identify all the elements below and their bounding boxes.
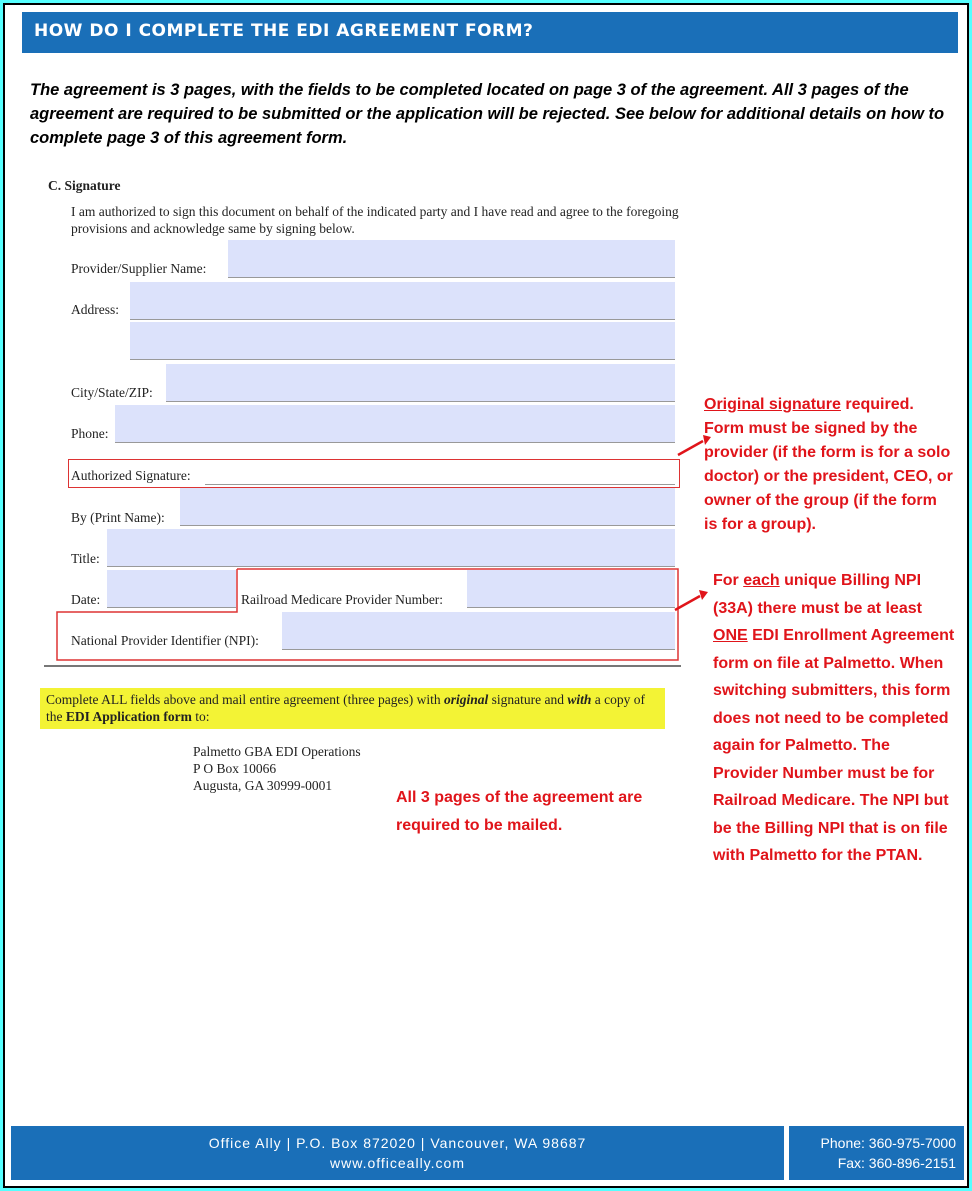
mail-app-form: EDI Application form [65, 709, 192, 724]
divider [44, 665, 681, 667]
address-line: Palmetto GBA EDI Operations [193, 744, 361, 759]
label-npi: National Provider Identifier (NPI): [71, 633, 259, 648]
mail-text: to: [191, 709, 210, 724]
signature-annotation [704, 393, 954, 537]
mail-text: signature and [488, 692, 568, 707]
annotation-text: For [713, 572, 744, 589]
annotation-text: EDI Enrollment Agreement form on file at Palmetto. When switching submitters, this form does not need to be completed again for Palmetto. The Provider Number must be for Railroad Medicare. The NPI but be the Billing NPI that is on file with Palmetto for the PTAN. [713, 627, 955, 864]
label-provider: Provider/Supplier Name: [71, 261, 207, 276]
intro-text: The agreement is 3 pages, with the fields to be completed located on page 3 of the agreement. All 3 pages of the agreement are required to be submitted or the application will be rejected. See below for additional details on how to complete page 3 of this agreement form. [30, 81, 945, 147]
annotation-emphasis: Original signature [704, 396, 841, 413]
section-heading: C. Signature [48, 178, 121, 193]
annotation-text: required. Form must be signed by the provider (if the form is for a solo doctor) or the president, CEO, or owner of the group (if the form is for a group). [704, 396, 953, 533]
page-title: HOW DO I COMPLETE THE EDI AGREEMENT FORM? [22, 12, 958, 53]
footer-contact [789, 1126, 964, 1180]
mail-instructions [40, 688, 665, 729]
mail-text: Complete ALL fields above and mail entire agreement (three pages) with [46, 692, 444, 707]
address-line: P O Box 10066 [193, 761, 277, 776]
label-date: Date: [71, 592, 101, 607]
footer-address [11, 1126, 784, 1180]
mail-original: original [443, 692, 489, 707]
label-signature: Authorized Signature: [71, 468, 191, 483]
label-title: Title: [71, 551, 100, 566]
label-print-name: By (Print Name): [71, 510, 165, 525]
label-phone: Phone: [71, 426, 109, 441]
label-railroad: Railroad Medicare Provider Number: [241, 592, 444, 607]
annotation-text: unique Billing NPI (33A) there must be at least [713, 572, 922, 617]
npi-field[interactable] [282, 612, 675, 650]
statement: I am authorized to sign this document on behalf of the indicated party and I have read and agree to the foregoing provisions and acknowledge same by signing below. [71, 204, 679, 236]
annotation-emphasis: ONE [713, 627, 748, 644]
mailing-address [193, 743, 361, 794]
mail-text: a copy of the [46, 692, 645, 724]
mail-with: with [567, 692, 592, 707]
page [3, 3, 969, 1188]
npi-annotation [713, 567, 958, 870]
footer-address-text: Office Ally | P.O. Box 872020 | Vancouver, WA 98687 [208, 1135, 587, 1151]
annotation-emphasis: each [743, 572, 780, 589]
address-line: Augusta, GA 30999-0001 [193, 778, 333, 793]
mailed-annotation: All 3 pages of the agreement are required to be mailed. [396, 789, 643, 834]
footer-fax: Fax: 360-896-2151 [837, 1155, 956, 1171]
label-address: Address: [71, 302, 119, 317]
footer-phone: Phone: 360-975-7000 [820, 1135, 956, 1151]
label-city: City/State/ZIP: [71, 385, 153, 400]
footer-website-link[interactable]: www.officeally.com [330, 1155, 465, 1171]
